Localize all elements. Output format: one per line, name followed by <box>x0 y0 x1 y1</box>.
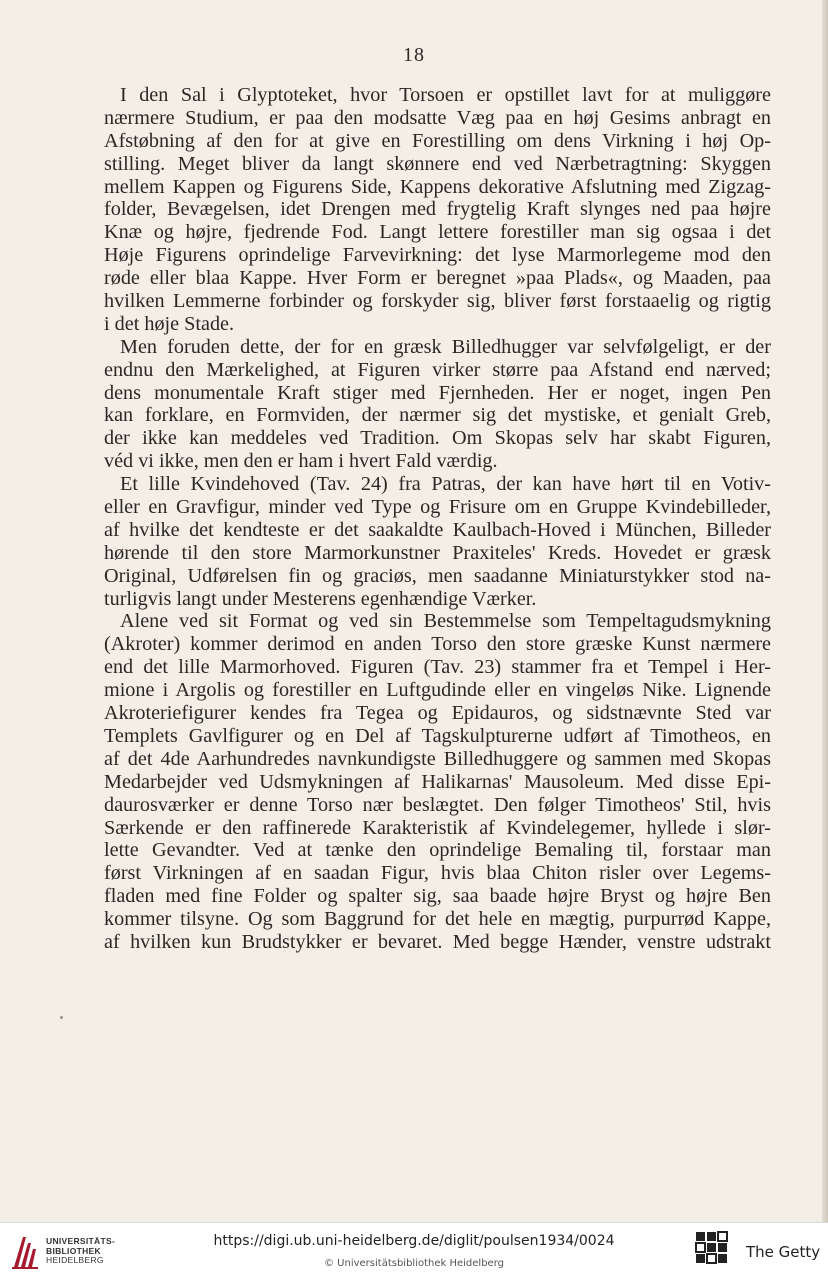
text-line: først Virkningen af en saadan Figur, hvis blaa Chiton risler over Legems- <box>104 862 771 885</box>
text-line: Afstøbning af den for at give en Forestilling om dens Virkning i høj Op- <box>104 129 771 152</box>
library-name-line2: BIBLIOTHEK <box>46 1245 101 1256</box>
text-line: af hvilken kun Brudstykker er bevaret. Med begge Hænder, venstre udstrakt <box>104 930 771 953</box>
library-name-line3: HEIDELBERG <box>46 1255 104 1265</box>
margin-mark <box>60 1016 63 1019</box>
text-line: af det 4de Aarhundredes navnkundigste Billedhuggere og sammen med Skopas <box>104 747 771 770</box>
text-line: Et lille Kvindehoved (Tav. 24) fra Patras, der kan have hørt til en Votiv- <box>120 473 771 496</box>
text-line: der ikke kan meddeles ved Tradition. Om Skopas selv har skabt Figuren, <box>104 427 771 450</box>
text-line: véd vi ikke, men den er ham i hvert Fald værdig. <box>104 450 498 473</box>
text-line: mellem Kappen og Figurens Side, Kappens dekorative Afslutning med Zigzag- <box>104 175 771 198</box>
text-line: nærmere Studium, er paa den modsatte Væg paa en høj Gesims anbragt en <box>104 106 771 129</box>
getty-label[interactable]: The Getty <box>746 1243 821 1261</box>
text-line: Høje Figurens oprindelige Farvevirkning: det lyse Marmorlegeme mod den <box>104 244 771 267</box>
text-line: folder, Bevægelsen, idet Drengen med frygtelig Kraft slynges ned paa højre <box>104 198 771 221</box>
text-line: endnu den Mærkelighed, at Figuren virker større paa Afstand end nærved; <box>104 358 771 381</box>
text-line: lette Gevandter. Ved at tænke den oprindelige Bemaling til, forstaar man <box>104 839 771 862</box>
body-text <box>104 84 771 954</box>
text-line: røde eller blaa Kappe. Hver Form er beregnet »paa Plads«, og Maaden, paa <box>104 267 771 290</box>
permalink-url[interactable]: https://digi.ub.uni-heidelberg.de/diglit/poulsen1934/0024 <box>213 1233 615 1249</box>
text-line: Akroteriefigurer kendes fra Tegea og Epidauros, og sidstnævnte Sted var <box>104 702 771 725</box>
text-line: daurosværker er denne Torso nær beslægtet. Den følger Timotheos' Stil, hvis <box>104 793 771 816</box>
text-line: Medarbejder ved Udsmykningen af Halikarnas' Mausoleum. Med disse Epi- <box>104 770 771 793</box>
page-number: 18 <box>403 44 425 66</box>
text-line: Alene ved sit Format og ved sin Bestemmelse som Tempeltagudsmykning <box>120 610 771 633</box>
text-line: eller en Gravfigur, minder ved Type og Frisure om en Gruppe Kvindebilleder, <box>104 496 771 519</box>
copyright-notice: © Universitätsbibliothek Heidelberg <box>323 1258 504 1269</box>
text-line: stilling. Meget bliver da langt skønnere end ved Nærbetragtning: Skyggen <box>104 152 771 175</box>
text-line: turligvis langt under Mesterens egenhændige Værker. <box>104 587 537 610</box>
text-line: (Akroter) kommer derimod en anden Torso den store græske Kunst nærmere <box>104 633 771 656</box>
text-line: Knæ og højre, fjedrende Fod. Langt lettere forestiller man sig ogsaa i det <box>104 221 771 244</box>
library-name-line1: UNIVERSITÄTS- <box>46 1236 116 1246</box>
text-line: hørende til den store Marmorkunstner Praxiteles' Kreds. Hovedet er græsk <box>104 541 771 564</box>
page-edge <box>822 0 828 1222</box>
text-line: kommer tilsyne. Og som Baggrund for det hele en mægtig, purpurrød Kappe, <box>104 908 771 931</box>
text-line: Original, Udførelsen fin og graciøs, men saadanne Miniaturstykker stod na- <box>104 564 771 587</box>
getty-logo-icon[interactable] <box>695 1231 731 1269</box>
footer-bar <box>0 1222 828 1280</box>
text-line: hvilken Lemmerne forbinder og forskyder sig, bliver først forstaaelig og rigtig <box>104 290 771 313</box>
text-line: I den Sal i Glyptoteket, hvor Torsoen er opstillet lavt for at muliggøre <box>120 84 771 106</box>
text-line: Men foruden dette, der for en græsk Billedhugger var selvfølgeligt, er der <box>120 335 771 358</box>
text-line: af hvilke det kendteste er det saakaldte Kaulbach-Hoved i München, Billeder <box>104 518 771 541</box>
text-line: end det lille Marmorhoved. Figuren (Tav. 23) stammer fra et Tempel i Her- <box>104 656 771 679</box>
text-line: Særkende er den raffinerede Karakteristik af Kvindelegemer, hyllede i slør- <box>104 816 771 839</box>
text-line: mione i Argolis og forestiller en Luftgudinde eller en vingeløs Nike. Lignende <box>104 679 771 702</box>
text-line: i det høje Stade. <box>104 312 235 335</box>
text-line: dens monumentale Kraft stiger med Fjernheden. Her er noget, ingen Pen <box>104 381 771 404</box>
text-line: kan forklare, en Formviden, der nærmer sig det mystiske, et genialt Greb, <box>104 404 771 427</box>
text-line: Templets Gavlfigurer og en Del af Tagskulpturerne udført af Timotheos, en <box>104 724 771 747</box>
text-line: fladen med fine Folder og spalter sig, saa baade højre Bryst og højre Ben <box>104 885 771 908</box>
